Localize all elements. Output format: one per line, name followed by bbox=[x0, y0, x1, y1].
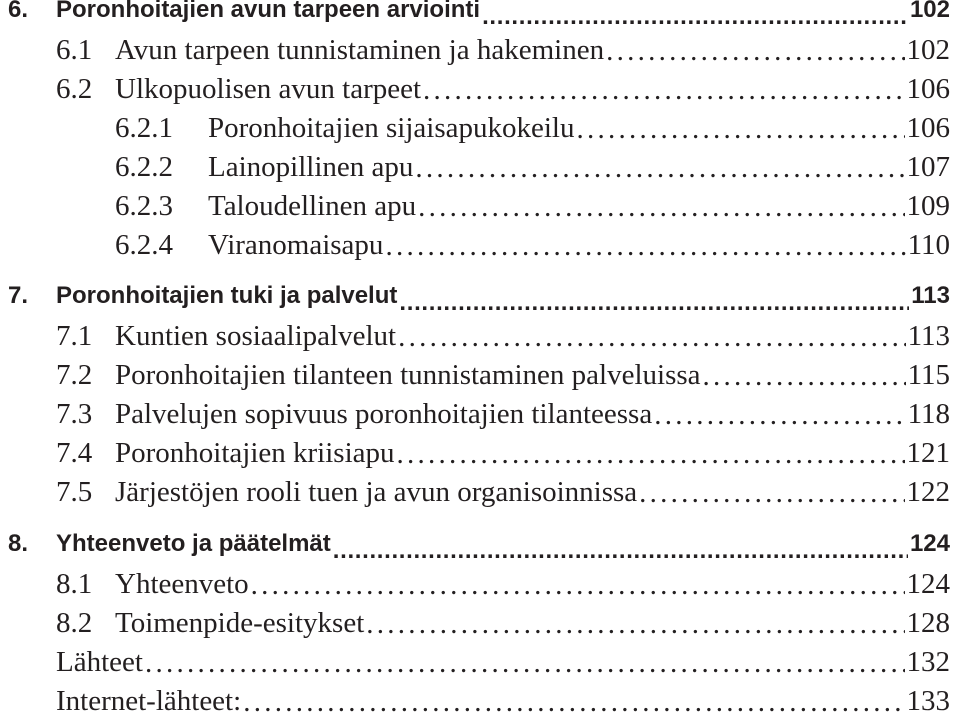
toc-number: 6. bbox=[8, 0, 29, 23]
toc-number: 6.2 bbox=[56, 73, 93, 105]
dot-leader bbox=[423, 73, 904, 113]
dot-leader bbox=[243, 685, 904, 725]
toc-title: Ulkopuolisen avun tarpeet bbox=[115, 73, 422, 105]
toc-page-number: 115 bbox=[907, 359, 950, 391]
toc-title: Taloudellinen apu bbox=[208, 190, 417, 222]
toc-title: Poronhoitajien sijaisapukokeilu bbox=[208, 112, 575, 144]
toc-number: 7.1 bbox=[56, 320, 93, 352]
toc-number: 8.2 bbox=[56, 607, 93, 639]
dot-leader bbox=[639, 476, 904, 516]
toc-number: 6.2.4 bbox=[115, 229, 173, 261]
toc-page-number: 102 bbox=[906, 34, 950, 66]
dot-leader bbox=[366, 607, 904, 647]
toc-entry-internet-lahteet[interactable] bbox=[56, 685, 950, 725]
toc-entry-7-4[interactable] bbox=[56, 437, 950, 477]
toc-title: Lainopillinen apu bbox=[208, 151, 414, 183]
toc-title: Poronhoitajien kriisiapu bbox=[115, 437, 395, 469]
toc-title: Internet-lähteet: bbox=[56, 685, 242, 717]
toc-title: Kuntien sosiaalipalvelut bbox=[115, 320, 397, 352]
toc-title: Poronhoitajien tuki ja palvelut bbox=[56, 282, 398, 309]
toc-page-number: 113 bbox=[907, 320, 950, 352]
toc-page-number: 132 bbox=[906, 646, 950, 678]
toc-page-number: 106 bbox=[906, 73, 950, 105]
toc-title: Yhteenveto ja päätelmät bbox=[56, 530, 331, 557]
toc-page-number: 124 bbox=[906, 568, 950, 600]
toc-page-number: 128 bbox=[906, 607, 950, 639]
toc-page-number: 122 bbox=[906, 476, 950, 508]
dot-leader bbox=[576, 112, 904, 152]
toc-page-number: 110 bbox=[907, 229, 950, 261]
toc-title: Poronhoitajien tilanteen tunnistaminen palveluissa bbox=[115, 359, 701, 391]
toc-number: 8. bbox=[8, 530, 29, 557]
dot-leader bbox=[606, 34, 904, 74]
toc-entry-6-1[interactable] bbox=[56, 34, 950, 74]
toc-title: Lähteet bbox=[56, 646, 143, 678]
dot-leader bbox=[418, 190, 904, 230]
dot-leader bbox=[654, 398, 905, 438]
toc-entry-6-2[interactable] bbox=[56, 73, 950, 113]
toc-page-number: 121 bbox=[906, 437, 950, 469]
toc-entry-7-5[interactable] bbox=[56, 476, 950, 516]
toc-title: Viranomaisapu bbox=[208, 229, 384, 261]
toc-title: Avun tarpeen tunnistaminen ja hakeminen bbox=[115, 34, 605, 66]
dot-leader bbox=[251, 568, 905, 608]
toc-page-number: 106 bbox=[906, 112, 950, 144]
toc-page-number: 118 bbox=[907, 398, 950, 430]
toc-title: Poronhoitajien avun tarpeen arviointi bbox=[56, 0, 481, 23]
dot-leader bbox=[398, 320, 905, 360]
toc-title: Yhteenveto bbox=[115, 568, 249, 600]
toc-page-number: 113 bbox=[911, 282, 950, 309]
toc-entry-chapter-8[interactable] bbox=[8, 530, 950, 570]
toc-entry-6-2-2[interactable] bbox=[115, 151, 950, 191]
toc-number: 6.2.2 bbox=[115, 151, 173, 183]
toc-page-number: 109 bbox=[906, 190, 950, 222]
toc-number: 7.5 bbox=[56, 476, 93, 508]
toc-page-number: 133 bbox=[906, 685, 950, 717]
toc-page-number: 107 bbox=[906, 151, 950, 183]
toc-entry-7-1[interactable] bbox=[56, 320, 950, 360]
toc-entry-6-2-3[interactable] bbox=[115, 190, 950, 230]
toc-entry-8-1[interactable] bbox=[56, 568, 950, 608]
toc-number: 6.1 bbox=[56, 34, 93, 66]
toc-entry-6-2-1[interactable] bbox=[115, 112, 950, 152]
toc-number: 7. bbox=[8, 282, 29, 309]
toc-entry-8-2[interactable] bbox=[56, 607, 950, 647]
dot-leader bbox=[415, 151, 904, 191]
toc-page-number: 102 bbox=[909, 0, 950, 23]
toc-number: 8.1 bbox=[56, 568, 93, 600]
toc-entry-7-2[interactable] bbox=[56, 359, 950, 399]
dot-leader bbox=[333, 530, 908, 570]
toc-number: 6.2.1 bbox=[115, 112, 173, 144]
dot-leader bbox=[385, 229, 905, 269]
dot-leader bbox=[145, 646, 905, 686]
toc-title: Toimenpide-esitykset bbox=[115, 607, 365, 639]
toc-entry-7-3[interactable] bbox=[56, 398, 950, 438]
toc-entry-lahteet[interactable] bbox=[56, 646, 950, 686]
dot-leader bbox=[397, 437, 905, 477]
toc-number: 7.4 bbox=[56, 437, 93, 469]
toc-number: 6.2.3 bbox=[115, 190, 173, 222]
toc-entry-chapter-7[interactable] bbox=[8, 282, 950, 322]
toc-title: Järjestöjen rooli tuen ja avun organisoinnissa bbox=[115, 476, 638, 508]
toc-number: 7.2 bbox=[56, 359, 93, 391]
toc-entry-chapter-6[interactable] bbox=[8, 0, 950, 36]
toc-number: 7.3 bbox=[56, 398, 93, 430]
dot-leader bbox=[703, 359, 906, 399]
toc-title: Palvelujen sopivuus poronhoitajien tilanteessa bbox=[115, 398, 653, 430]
toc-entry-6-2-4[interactable] bbox=[115, 229, 950, 269]
toc-page-number: 124 bbox=[909, 530, 950, 557]
dot-leader bbox=[482, 0, 908, 36]
dot-leader bbox=[399, 282, 909, 322]
